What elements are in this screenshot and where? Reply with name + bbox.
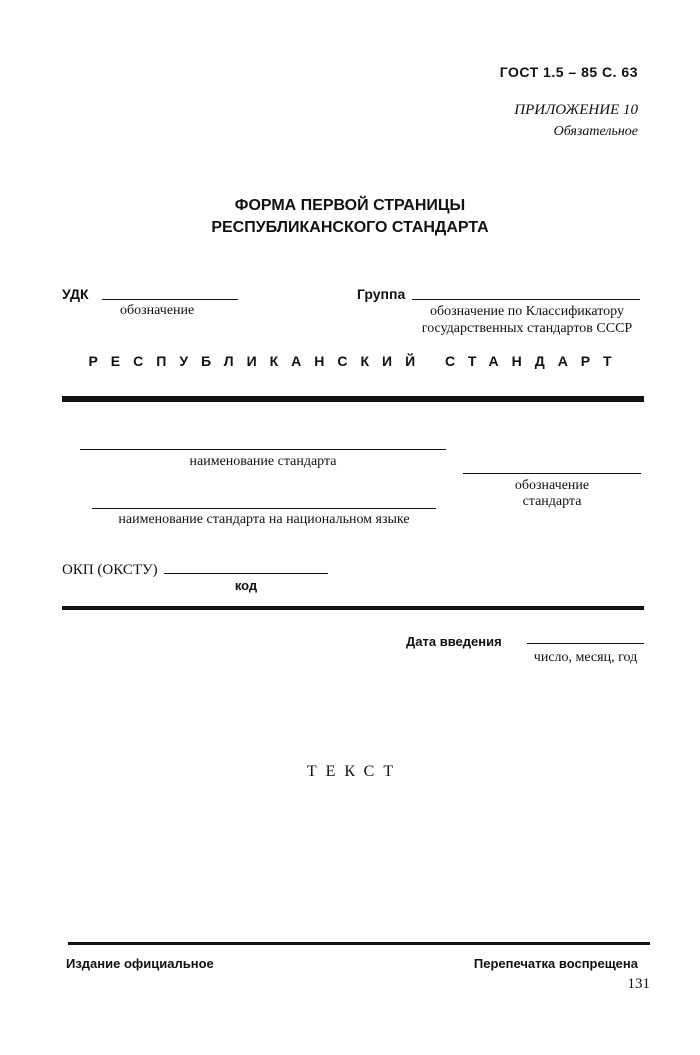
middle-divider [62, 606, 644, 610]
national-name-line [92, 508, 436, 509]
national-name-caption: наименование стандарта на национальном языке [118, 512, 410, 527]
standard-reference: ГОСТ 1.5 – 85 С. 63 [499, 64, 638, 80]
republic-standard-heading: РЕСПУБЛИКАНСКИЙ СТАНДАРТ [88, 353, 625, 369]
udk-label: УДК [62, 286, 89, 302]
intro-date-caption: число, месяц, год [533, 650, 638, 665]
group-caption-line-1: обозначение по Классификатору [430, 304, 624, 319]
designation-caption-line-2: стандарта [522, 494, 582, 509]
udk-field-line [102, 299, 238, 300]
title-line-2: РЕСПУБЛИКАНСКОГО СТАНДАРТА [211, 219, 489, 236]
text-placeholder: ТЕКСТ [306, 763, 403, 780]
okp-caption: код [234, 578, 258, 593]
okp-field-line [164, 573, 328, 574]
footer-divider [68, 942, 650, 945]
group-field-line [412, 299, 640, 300]
intro-date-line [527, 643, 644, 644]
footer-official-edition: Издание официальное [66, 956, 214, 971]
designation-caption-line-1: обозначение [514, 478, 590, 493]
group-caption-line-2: государственных стандартов СССР [421, 321, 633, 336]
okp-label: ОКП (ОКСТУ) [62, 562, 158, 578]
standard-name-caption: наименование стандарта [189, 454, 337, 469]
title-line-1: ФОРМА ПЕРВОЙ СТРАНИЦЫ [234, 197, 466, 214]
page-number: 131 [627, 976, 650, 992]
group-label: Группа [357, 286, 406, 302]
udk-caption: обозначение [120, 303, 195, 318]
appendix-number: ПРИЛОЖЕНИЕ 10 [514, 102, 638, 118]
intro-date-label: Дата введения [406, 634, 502, 649]
footer-reprint-notice: Перепечатка воспрещена [473, 956, 638, 971]
appendix-status: Обязательное [553, 124, 638, 139]
designation-caption [463, 478, 641, 510]
thick-divider [62, 396, 644, 402]
page-title [0, 195, 700, 239]
designation-line [463, 473, 641, 474]
standard-name-line [80, 449, 446, 450]
group-caption [412, 303, 642, 337]
